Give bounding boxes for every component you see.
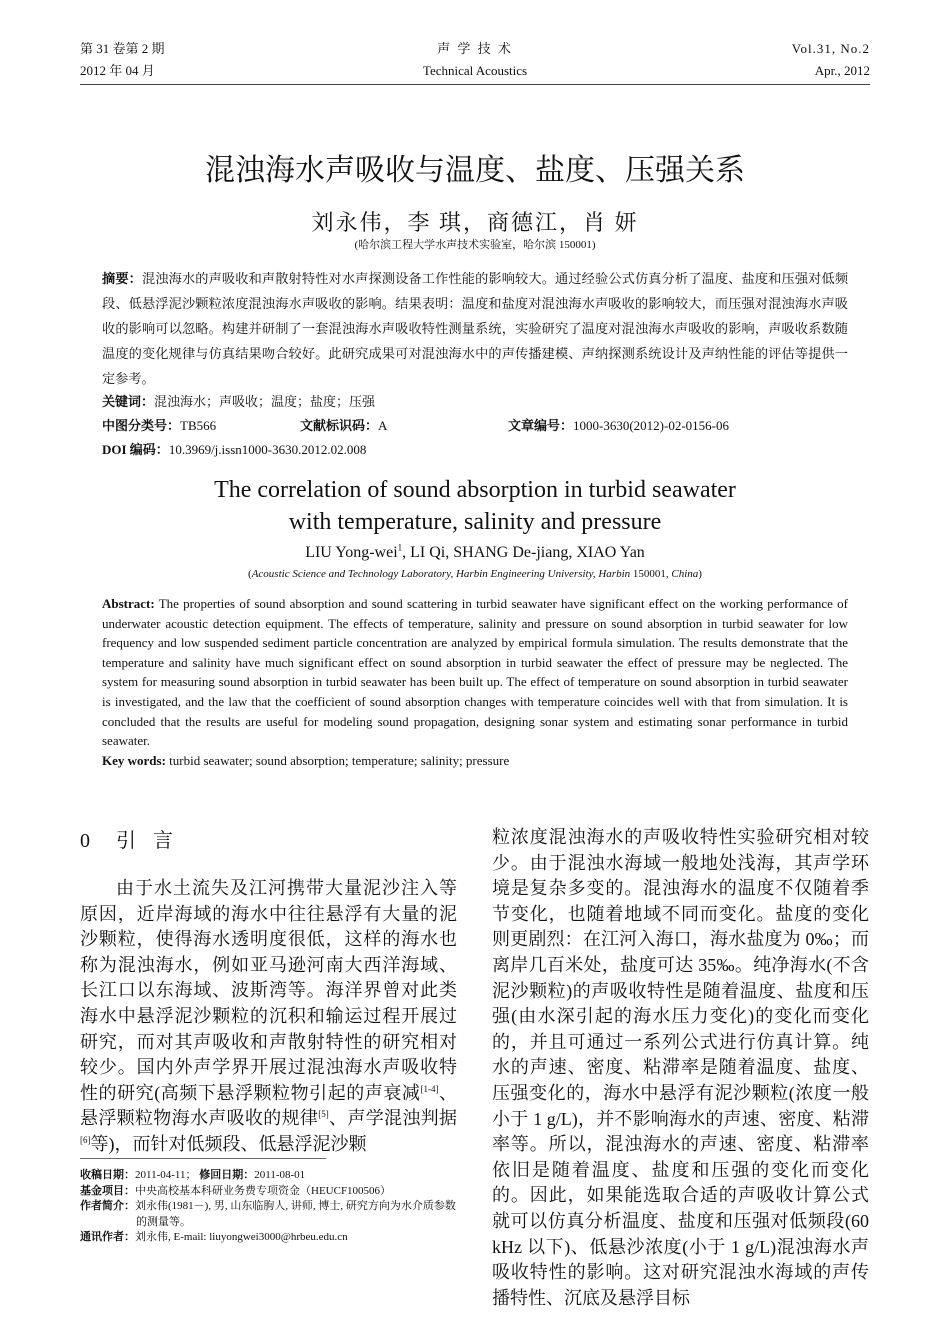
issue-date-cn: 2012 年 04 月: [80, 63, 155, 78]
contact-label: 通讯作者：: [80, 1231, 135, 1243]
aff-open: (: [248, 568, 252, 580]
left-column: [80, 876, 457, 1158]
revised-value: 2011-08-01: [254, 1169, 306, 1181]
doc-code-label: 文献标识码：: [300, 418, 379, 433]
first-author: LIU Yong-wei: [305, 544, 398, 561]
header-rule: [80, 84, 870, 85]
section-heading: [80, 824, 179, 853]
article-number-label: 文章编号：: [508, 418, 574, 433]
authors-cn: 刘永伟，李 琪，商德江，肖 妍: [311, 210, 639, 235]
paper-title-cn: 混浊海水声吸收与温度、盐度、压强关系: [205, 153, 745, 188]
author-bio: [80, 1199, 460, 1230]
volume-issue-en: Vol.31, No.2: [791, 41, 870, 56]
clc-value: TB566: [180, 418, 217, 433]
intro-continued: 粒浓度混浊海水的声吸收特性实验研究相对较少。由于混浊水海域一般地处浅海，其声学环境是复杂多变的。混浊海水的温度不仅随着季节变化，也随着地域不同而变化。盐度的变化则更剧烈：在江河入海口，海水盐度为 0‰；而离岸几百米处，盐度可达 35‰。纯净海水(不含泥沙颗粒)的声吸收特性是随着温度、盐度和压强(由水深引起的海水压力变化)的变化而变化的，并且可通过一系列公式进行仿真计算。纯水的声速、密度、粘滞率是随着温度、盐度、压强变化的，海水中悬浮有泥沙颗粒(浓度一般小于 1 g/L)，并不影响海水的声速、密度、粘滞率等。所以，混浊海水的声速、密度、粘滞率依旧是随着温度、盐度和压强的变化而变化的。因此，如果能选取合适的声吸收计算公式就可以仿真分析温度、盐度和压强对低频段(60 kHz 以下)、低悬沙浓度(小于 1 g/L)混浊海水声吸收特性的影响。这对研究混浊水海域的声传播特性、沉底及悬浮目标: [492, 827, 869, 1308]
footnote-rule: [80, 1158, 326, 1159]
intro-text-a: 由于水土流失及江河携带大量泥沙注入等原因，近岸海域的海水中往往悬浮有大量的泥沙颗粒，使得海水透明度很低，这样的海水也称为混浊海水，例如亚马逊河南大西洋海域、长江口以东海域、波斯湾等。海洋界曾对此类海水中悬浮泥沙颗粒的沉积和输运过程开展过研究，而对其声吸收和声散射特性的研究相对较少。国内外声学界开展过混浊海水声吸收特性的研究(高频下悬浮颗粒物引起的声衰减: [80, 878, 457, 1103]
aff-postcode: 150001,: [630, 568, 672, 580]
author-value: 刘永伟(1981－), 男, 山东临朐人, 讲师, 博士, 研究方向为水介质参数的测量等。: [135, 1200, 456, 1228]
contact-email[interactable]: 刘永伟, E-mail: liuyongwei3000@hrbeu.edu.cn: [135, 1231, 348, 1243]
keywords-cn-text: 混浊海水；声吸收；温度；盐度；压强: [154, 394, 376, 409]
right-column: [492, 825, 869, 1311]
doi-value[interactable]: 10.3969/j.issn1000-3630.2012.02.008: [168, 442, 367, 457]
footnotes: [80, 1168, 460, 1246]
author-label: 作者简介：: [80, 1200, 135, 1212]
affiliation-en: [0, 568, 950, 580]
section-number: 0: [80, 830, 96, 852]
citation[interactable]: [1-4]: [420, 1083, 439, 1094]
received-value: 2011-04-11；: [135, 1169, 197, 1181]
abstract-cn-text: 混浊海水的声吸收和声散射特性对水声探测设备工作性能的影响较大。通过经验公式仿真分析了温度、盐度和压强对低频段、低悬浮泥沙颗粒浓度混浊海水声吸收的影响。结果表明：温度和盐度对混浊海水声吸收的影响较大，而压强对混浊海水声吸收的影响可以忽略。构建并研制了一套混浊海水声吸收特性测量系统，实验研究了温度对混浊海水声吸收的影响，声吸收系数随温度的变化规律与仿真结果吻合较好。此研究成果可对混浊海水中的声传播建模、声纳探测系统设计及声纳性能的评估等提供一定参考。: [102, 271, 849, 386]
abstract-cn-label: 摘要：: [102, 271, 142, 286]
abstract-en: [102, 594, 848, 770]
citation[interactable]: [5]: [318, 1109, 329, 1120]
revised-label: 修回日期：: [199, 1169, 255, 1181]
clc-label: 中图分类号：: [102, 418, 181, 433]
author-superscript: 1: [397, 542, 403, 553]
intro-text-c: 、声学混浊判据: [328, 1108, 458, 1129]
issue-date-en: Apr., 2012: [814, 63, 870, 78]
affiliation-cn: (哈尔滨工程大学水声技术实验室，哈尔滨 150001): [354, 239, 596, 251]
journal-name-cn: 声 学 技 术: [437, 41, 513, 56]
intro-text-d: 等)，而针对低频段、低悬浮泥沙颗: [90, 1133, 367, 1154]
aff-institution: Acoustic Science and Technology Laboratory, Harbin Engineering University, Harbin: [251, 568, 631, 580]
journal-name-en: Technical Acoustics: [422, 63, 528, 78]
fund: [80, 1184, 460, 1200]
corresponding-author: [80, 1230, 460, 1246]
doc-code-value: A: [378, 418, 388, 433]
doi-label: DOI 编码：: [102, 442, 169, 457]
aff-country: China: [671, 568, 699, 580]
journal-volume-en: [792, 38, 870, 82]
aff-close: ): [698, 568, 702, 580]
citation[interactable]: [6]: [80, 1134, 91, 1145]
fund-value: 中央高校基本科研业务费专项资金（HEUCF100506）: [135, 1184, 392, 1197]
intro-paragraph: [80, 876, 457, 1158]
title-en-line1: The correlation of sound absorption in turbid seawater: [214, 477, 736, 503]
received-date: [80, 1168, 460, 1184]
intro-text-b: 、悬浮颗粒物海水声吸收的规律: [80, 1082, 458, 1129]
received-label: 收稿日期：: [80, 1169, 135, 1181]
co-authors: , LI Qi, SHANG De-jiang, XIAO Yan: [402, 544, 645, 561]
authors-en: [0, 544, 950, 562]
title-en-line2: with temperature, salinity and pressure: [288, 509, 662, 535]
keywords-en-label: Key words:: [102, 752, 166, 768]
keywords-en-text: turbid seawater; sound absorption; temperature; salinity; pressure: [165, 752, 510, 768]
keywords-cn: [102, 390, 848, 414]
section-title: 引 言: [116, 830, 179, 852]
keywords-cn-label: 关键词：: [102, 394, 155, 409]
doi-row: [102, 438, 848, 462]
fund-label: 基金项目：: [80, 1184, 135, 1197]
abstract-en-label: Abstract:: [102, 596, 155, 611]
abstract-en-text: The properties of sound absorption and sound scattering in turbid seawater have significant effect on the working performance of underwater acoustic detection equipment. The effects of temperature, salinity and pressure on sound absorption in turbid seawater for low frequency and low suspended sediment particle concentration are analyzed by empirical formula simulation. The results demonstrate that the temperature and salinity have much significant effect on sound absorption in turbid seawater the effect of pressure may be neglected. The system for measuring sound absorption in turbid seawater has been built up. The effect of temperature on sound absorption in turbid seawater is investigated, and the law that the coefficient of sound absorption changes with temperature coincides well with that from simulation. It is concluded that the results are useful for modeling sound propagation, designing sonar system and estimating sonar performance in turbid seawater.: [102, 596, 848, 749]
article-number-value: 1000-3630(2012)-02-0156-06: [573, 418, 729, 433]
paper-title-en: [0, 474, 950, 538]
abstract-cn: [102, 266, 848, 391]
volume-issue: 第 31 卷第 2 期: [80, 41, 165, 56]
